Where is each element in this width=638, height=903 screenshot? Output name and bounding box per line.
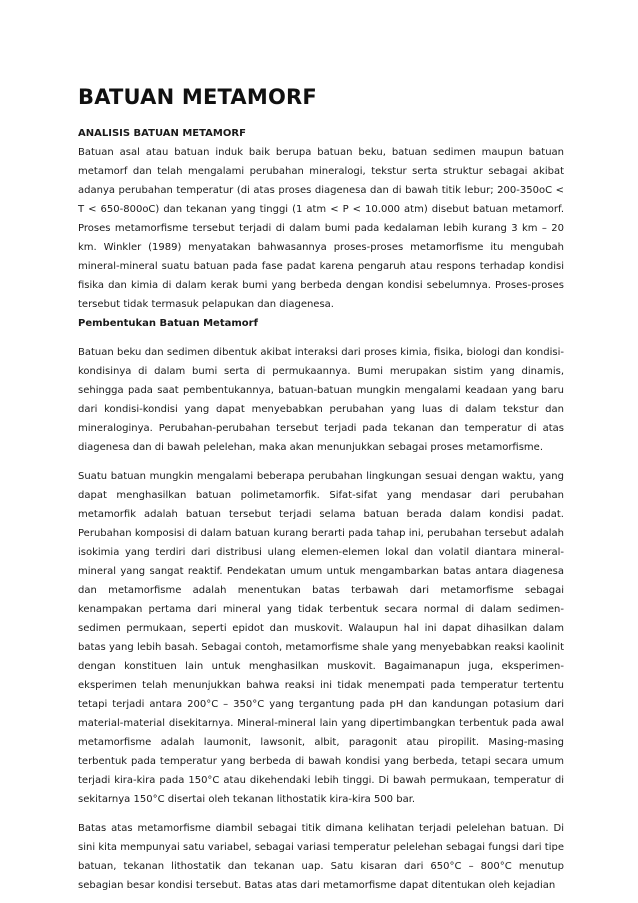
paragraph-pembentukan-2: Suatu batuan mungkin mengalami beberapa perubahan lingkungan sesuai dengan waktu, yang dapat menghasilkan batuan polimetamorfik. Sifat-sifat yang mendasar dari perubahan metamorfik adalah batuan tersebut terjadi selama batuan berada dalam kondisi padat. Perubahan komposisi di dalam batuan kurang berarti pada tahap ini, perubahan tersebut adalah isokimia yang terdiri dari distribusi ulang elemen-elemen lokal dan volatil diantara mineral-mineral yang sangat reaktif. Pendekatan umum untuk mengambarkan batas antara diagenesa dan metamorfisme adalah menentukan batas terbawah dari metamorfisme sebagai kenampakan pertama dari mineral yang tidak terbentuk secara normal di dalam sedimen-sedimen permukaan, seperti epidot dan muskovit. Walaupun hal ini dapat dihasilkan dalam batas yang lebih basah. Sebagai contoh, metamorfisme shale yang menyebabkan reaksi kaolinit dengan konstituen lain untuk menghasilkan muskovit. Bagaimanapun juga, eksperimen-eksperimen telah menunjukkan bahwa reaksi ini tidak menempati pada temperatur tertentu tetapi terjadi antara 200°C – 350°C yang tergantung pada pH dan kandungan potasium dari material-material disekitarnya. Mineral-mineral lain yang dipertimbangkan terbentuk pada awal metamorfisme adalah laumonit, lawsonit, albit, paragonit atau piropilit. Masing-masing terbentuk pada temperatur yang berbeda di bawah kondisi yang berbeda, tetapi secara umum terjadi kira-kira pada 150°C atau dikehendaki lebih tinggi. Di bawah permukaan, temperatur di sekitarnya 150°C disertai oleh tekanan lithostatik kira-kira 500 bar.	[78, 471, 564, 806]
paragraph-analisis: Batuan asal atau batuan induk baik berupa batuan beku, batuan sedimen maupun batuan metamorf dan telah mengalami perubahan mineralogi, tekstur serta struktur sebagai akibat adanya perubahan temperatur (di atas proses diagenesa dan di bawah titik lebur; 200-350oC < T < 650-800oC) dan tekanan yang tinggi (1 atm < P < 10.000 atm) disebut batuan metamorf. Proses metamorfisme tersebut terjadi di dalam bumi pada kedalaman lebih kurang 3 km – 20 km. Winkler (1989) menyatakan bahwasannya proses-proses metamorfisme itu mengubah mineral-mineral suatu batuan pada fase padat karena pengaruh atau respons terhadap kondisi fisika dan kimia di dalam kerak bumi yang berbeda dengan kondisi sebelumnya. Proses-proses tersebut tidak termasuk pelapukan dan diagenesa.	[78, 147, 564, 311]
document-title: BATUAN METAMORF	[78, 85, 317, 109]
paragraph-pembentukan-3: Batas atas metamorfisme diambil sebagai titik dimana kelihatan terjadi pelelehan batuan. Di sini kita mempunyai satu variabel, sebagai variasi temperatur pelelehan sebagai fungsi dari tipe batuan, tekanan lithostatik dan tekanan uap. Satu kisaran dari 650°C – 800°C menutup sebagian besar kondisi tersebut. Batas atas dari metamorfisme dapat ditentukan oleh kejadian	[78, 823, 564, 892]
section-heading-pembentukan: Pembentukan Batuan Metamorf	[78, 318, 258, 330]
paragraph-pembentukan-1: Batuan beku dan sedimen dibentuk akibat interaksi dari proses kimia, fisika, biologi dan kondisi-kondisinya di dalam bumi serta di permukaannya. Bumi merupakan sistim yang dinamis, sehingga pada saat pembentukannya, batuan-batuan mungkin mengalami keadaan yang baru dari kondisi-kondisi yang dapat menyebabkan perubahan yang luas di dalam tekstur dan mineraloginya. Perubahan-perubahan tersebut terjadi pada tekanan dan temperatur di atas diagenesa dan di bawah pelelehan, maka akan menunjukkan sebagai proses metamorfisme.	[78, 347, 564, 454]
section-heading-analisis: ANALISIS BATUAN METAMORF	[78, 128, 246, 140]
